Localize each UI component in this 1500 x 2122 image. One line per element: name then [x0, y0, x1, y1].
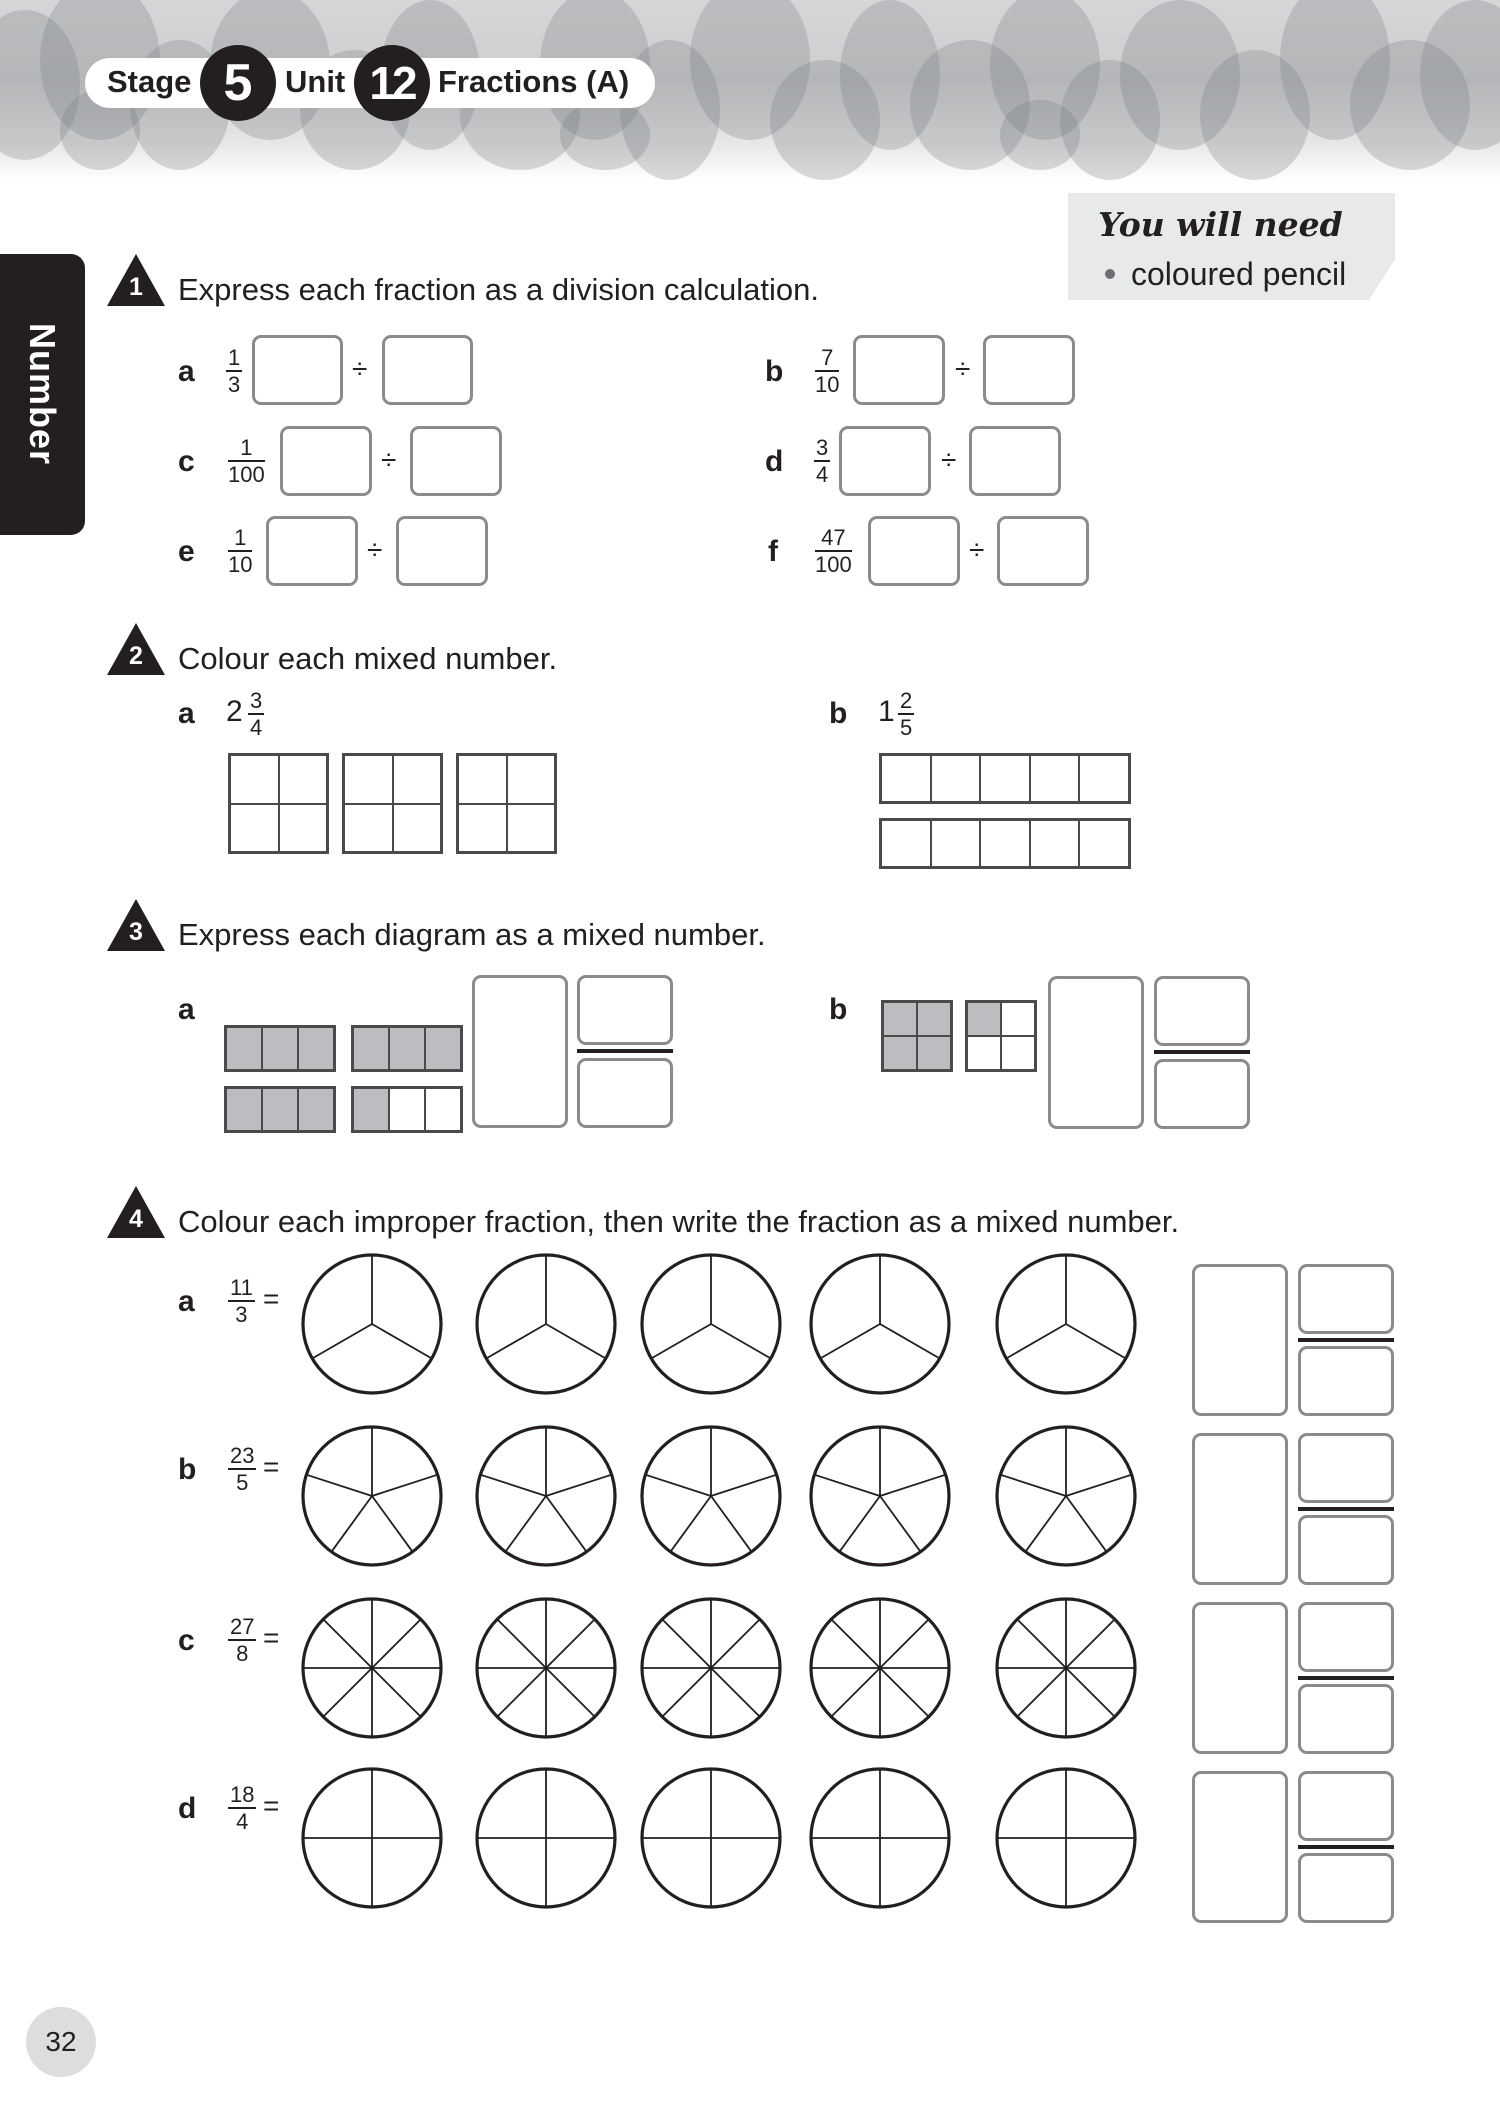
quarters-circle-icon[interactable] — [642, 1769, 780, 1907]
q3b-square-1 — [881, 1000, 953, 1072]
grid-cell[interactable] — [230, 755, 279, 804]
q3a-numerator-input[interactable] — [577, 975, 673, 1045]
fifths-circle-icon[interactable] — [997, 1427, 1135, 1565]
q1d-divisor-input[interactable] — [969, 426, 1061, 496]
q3b-whole-input[interactable] — [1048, 976, 1144, 1129]
q1f-fraction: 47 100 — [815, 525, 852, 577]
fifths-circle-icon[interactable] — [642, 1427, 780, 1565]
q4c-fraction-line — [1298, 1676, 1394, 1680]
quarters-circle-icon[interactable] — [811, 1769, 949, 1907]
bar-cell[interactable] — [881, 755, 931, 802]
stage-number-badge: 5 — [200, 45, 276, 121]
thirds-circle-icon[interactable] — [477, 1255, 615, 1393]
q4a-whole-input[interactable] — [1192, 1264, 1288, 1416]
q1a-divide-sign: ÷ — [352, 353, 368, 384]
q4b-fraction: 23 5 — [230, 1443, 255, 1495]
q1a-divisor-input[interactable] — [382, 335, 473, 405]
q3a-label: a — [178, 993, 195, 1026]
q1b-fraction: 7 10 — [815, 345, 840, 397]
q1f-dividend-input[interactable] — [868, 516, 960, 586]
q1b-divide-sign: ÷ — [955, 353, 971, 384]
q1e-label: e — [178, 535, 195, 568]
q4a-denominator-input[interactable] — [1298, 1346, 1394, 1416]
q1e-divide-sign: ÷ — [367, 534, 383, 565]
unit-label: Unit — [285, 64, 346, 99]
q2a-shape-3 — [456, 753, 557, 854]
thirds-circle-icon[interactable] — [997, 1255, 1135, 1393]
q2b-fraction: 2 5 — [900, 688, 913, 740]
q4d-label: d — [178, 1792, 197, 1825]
grid-cell[interactable] — [458, 804, 507, 853]
q4c-circles — [0, 1594, 1150, 1744]
q1b-label: b — [765, 355, 784, 388]
q1e-dividend-input[interactable] — [266, 516, 358, 586]
q2b-label: b — [829, 697, 848, 730]
question-2-number: 2 — [129, 642, 143, 670]
q3a-denominator-input[interactable] — [577, 1058, 673, 1128]
q4b-whole-input[interactable] — [1192, 1433, 1288, 1585]
you-will-need-title: You will need — [1098, 205, 1343, 244]
q1f-label: f — [768, 535, 778, 568]
q4a-fraction: 11 3 — [230, 1275, 253, 1327]
q1d-dividend-input[interactable] — [839, 426, 931, 496]
q4d-fraction: 18 4 — [230, 1782, 255, 1834]
fifths-circle-icon[interactable] — [477, 1427, 615, 1565]
question-4-number: 4 — [129, 1205, 143, 1233]
q4c-label: c — [178, 1624, 195, 1657]
bar-cell[interactable] — [1030, 755, 1080, 802]
q4d-numerator-input[interactable] — [1298, 1771, 1394, 1841]
q4b-equals: = — [263, 1451, 280, 1482]
grid-cell[interactable] — [393, 804, 442, 853]
grid-cell[interactable] — [279, 755, 328, 804]
q1a-dividend-input[interactable] — [252, 335, 343, 405]
q4c-fraction: 27 8 — [230, 1614, 255, 1666]
bar-cell[interactable] — [931, 820, 981, 867]
q2b-whole: 1 — [878, 695, 895, 728]
bullet-icon — [1105, 269, 1115, 279]
q4c-equals: = — [263, 1622, 280, 1653]
bar-cell[interactable] — [1079, 755, 1129, 802]
q2a-whole: 2 — [226, 695, 243, 728]
q1d-divide-sign: ÷ — [941, 444, 957, 475]
q1c-divide-sign: ÷ — [381, 444, 397, 475]
q3b-square-2 — [965, 1000, 1037, 1072]
q2b-bar-1 — [879, 753, 1131, 804]
question-1-instruction: Express each fraction as a division calculation. — [178, 272, 819, 307]
q4d-circles — [0, 1764, 1150, 1914]
q1c-divisor-input[interactable] — [410, 426, 502, 496]
quarters-circle-icon[interactable] — [997, 1769, 1135, 1907]
q1a-fraction: 1 3 — [228, 345, 241, 397]
bar-cell[interactable] — [881, 820, 931, 867]
unit-number-badge: 12 — [354, 45, 430, 121]
thirds-circle-icon[interactable] — [811, 1255, 949, 1393]
q4d-equals: = — [263, 1790, 280, 1821]
q3a-bar-1 — [224, 1025, 336, 1072]
eighths-circle-icon[interactable] — [477, 1599, 615, 1737]
q4d-denominator-input[interactable] — [1298, 1853, 1394, 1923]
fifths-circle-icon[interactable] — [303, 1427, 441, 1565]
q1e-divisor-input[interactable] — [396, 516, 488, 586]
eighths-circle-icon[interactable] — [642, 1599, 780, 1737]
grid-cell[interactable] — [279, 804, 328, 853]
q3a-bar-3 — [224, 1086, 336, 1133]
page-number: 32 — [26, 2007, 96, 2077]
eighths-circle-icon[interactable] — [997, 1599, 1135, 1737]
bar-cell[interactable] — [1030, 820, 1080, 867]
q4a-numerator-input[interactable] — [1298, 1264, 1394, 1334]
q4b-denominator-input[interactable] — [1298, 1515, 1394, 1585]
quarters-circle-icon[interactable] — [303, 1769, 441, 1907]
q3b-label: b — [829, 993, 848, 1026]
bar-cell[interactable] — [1079, 820, 1129, 867]
q4a-fraction-line — [1298, 1338, 1394, 1342]
q4c-numerator-input[interactable] — [1298, 1602, 1394, 1672]
bar-cell[interactable] — [980, 820, 1030, 867]
q4a-circles — [0, 1250, 1150, 1400]
question-3-instruction: Express each diagram as a mixed number. — [178, 917, 766, 952]
q4b-label: b — [178, 1453, 197, 1486]
q1c-label: c — [178, 445, 195, 478]
grid-cell[interactable] — [393, 755, 442, 804]
q3a-whole-input[interactable] — [472, 975, 568, 1128]
q1c-dividend-input[interactable] — [280, 426, 372, 496]
q2a-shape-1 — [228, 753, 329, 854]
thirds-circle-icon[interactable] — [303, 1255, 441, 1393]
question-4-instruction: Colour each improper fraction, then write the fraction as a mixed number. — [178, 1204, 1180, 1239]
q1e-fraction: 1 10 — [228, 525, 253, 577]
q1b-divisor-input[interactable] — [983, 335, 1075, 405]
grid-cell[interactable] — [507, 804, 556, 853]
q4b-fraction-line — [1298, 1507, 1394, 1511]
q4c-denominator-input[interactable] — [1298, 1684, 1394, 1754]
grid-cell[interactable] — [344, 755, 393, 804]
q4a-label: a — [178, 1285, 195, 1318]
quarters-circle-icon[interactable] — [477, 1769, 615, 1907]
question-1-number: 1 — [129, 273, 143, 301]
q4b-circles — [0, 1422, 1150, 1572]
thirds-circle-icon[interactable] — [642, 1255, 780, 1393]
bar-cell[interactable] — [931, 755, 981, 802]
q3b-numerator-input[interactable] — [1154, 976, 1250, 1046]
q3a-fraction-line — [577, 1049, 673, 1053]
eighths-circle-icon[interactable] — [303, 1599, 441, 1737]
q1a-label: a — [178, 355, 195, 388]
grid-cell[interactable] — [344, 804, 393, 853]
q3a-bar-2 — [351, 1025, 463, 1072]
grid-cell[interactable] — [507, 755, 556, 804]
q4c-whole-input[interactable] — [1192, 1602, 1288, 1754]
unit-title: Fractions (A) — [438, 64, 630, 99]
q2a-shape-2 — [342, 753, 443, 854]
q2a-fraction: 3 4 — [250, 688, 263, 740]
bar-cell[interactable] — [980, 755, 1030, 802]
q1c-fraction: 1 100 — [228, 435, 265, 487]
q1d-fraction: 3 4 — [816, 435, 829, 487]
question-2-instruction: Colour each mixed number. — [178, 641, 558, 676]
q4b-numerator-input[interactable] — [1298, 1433, 1394, 1503]
q3a-bar-4 — [351, 1086, 463, 1133]
q1d-label: d — [765, 445, 784, 478]
you-will-need-item: coloured pencil — [1105, 256, 1346, 293]
q4d-whole-input[interactable] — [1192, 1771, 1288, 1923]
stage-label: Stage — [107, 64, 192, 99]
section-tab-label: Number — [22, 322, 63, 466]
q2a-label: a — [178, 697, 195, 730]
fifths-circle-icon[interactable] — [811, 1427, 949, 1565]
q3b-fraction-line — [1154, 1050, 1250, 1054]
q4d-fraction-line — [1298, 1845, 1394, 1849]
q3b-denominator-input[interactable] — [1154, 1059, 1250, 1129]
grid-cell[interactable] — [458, 755, 507, 804]
q4a-equals: = — [263, 1283, 280, 1314]
q1f-divide-sign: ÷ — [969, 534, 985, 565]
q1f-divisor-input[interactable] — [997, 516, 1089, 586]
eighths-circle-icon[interactable] — [811, 1599, 949, 1737]
grid-cell[interactable] — [230, 804, 279, 853]
question-3-number: 3 — [129, 918, 143, 946]
q2b-bar-2 — [879, 818, 1131, 869]
q1b-dividend-input[interactable] — [853, 335, 945, 405]
